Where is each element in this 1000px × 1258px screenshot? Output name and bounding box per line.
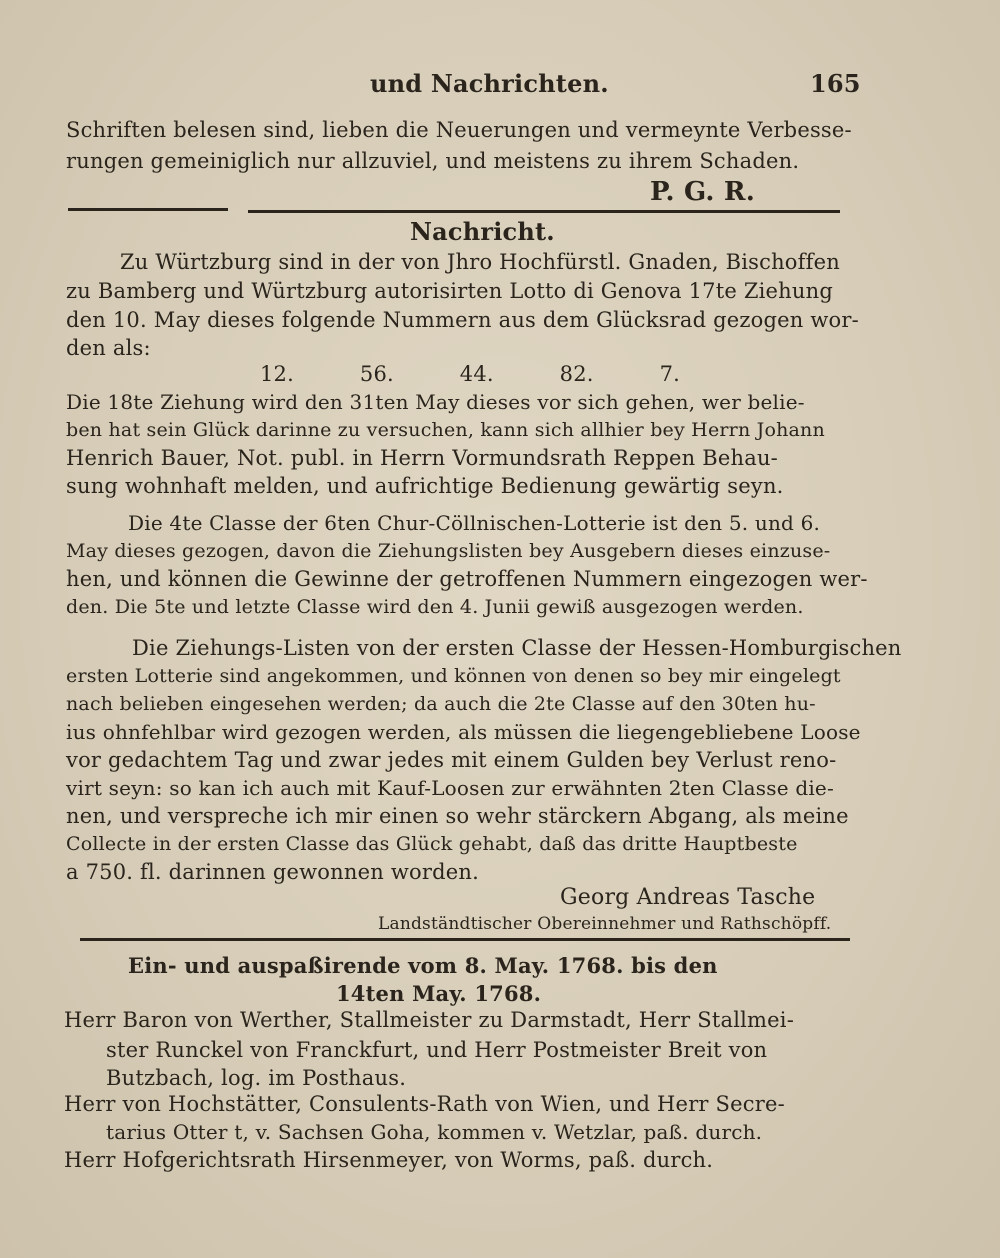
text-line: ster Runckel von Franckfurt, und Herr Postmeister Breit von xyxy=(106,1038,768,1062)
text-line: Zu Würtzburg sind in der von Jhro Hochfürstl. Gnaden, Bischoffen xyxy=(120,250,840,274)
section-heading: 14ten May. 1768. xyxy=(336,981,542,1006)
text-line: Die 18te Ziehung wird den 31ten May dieses vor sich gehen, wer belie- xyxy=(66,390,805,414)
text-line: ius ohnfehlbar wird gezogen werden, als müssen die liegengebliebene Loose xyxy=(66,720,861,744)
section-divider xyxy=(248,210,840,213)
lottery-number: 7. xyxy=(659,362,680,386)
text-line: a 750. fl. darinnen gewonnen worden. xyxy=(66,860,479,884)
text-line: Schriften belesen sind, lieben die Neuerungen und vermeynte Verbesse- xyxy=(66,118,852,142)
text-line: vor gedachtem Tag und zwar jedes mit einem Gulden bey Verlust reno- xyxy=(66,748,837,772)
text-line: Butzbach, log. im Posthaus. xyxy=(106,1066,407,1090)
section-heading: Ein- und auspaßirende vom 8. May. 1768. bis den xyxy=(128,953,718,978)
text-line: nach belieben eingesehen werden; da auch die 2te Classe auf den 30ten hu- xyxy=(66,693,816,715)
section-divider xyxy=(80,938,850,941)
lottery-number: 12. xyxy=(260,362,294,386)
text-line: virt seyn: so kan ich auch mit Kauf-Loosen zur erwähnten 2ten Classe die- xyxy=(66,776,834,800)
text-line: May dieses gezogen, davon die Ziehungslisten bey Ausgebern dieses einzuse- xyxy=(66,540,831,562)
text-line: tarius Otter t, v. Sachsen Goha, kommen v. Wetzlar, paß. durch. xyxy=(106,1120,763,1144)
text-line: Die Ziehungs-Listen von der ersten Classe der Hessen-Homburgischen xyxy=(132,636,902,660)
advertiser-name: Georg Andreas Tasche xyxy=(560,885,816,910)
lottery-number: 56. xyxy=(359,362,394,386)
text-line: den. Die 5te und letzte Classe wird den 4. Junii gewiß ausgezogen werden. xyxy=(66,596,804,618)
text-line: ben hat sein Glück darinne zu versuchen, kann sich allhier bey Herrn Johann xyxy=(66,419,825,441)
running-title: und Nachrichten. xyxy=(370,69,609,98)
section-heading: Nachricht. xyxy=(410,217,555,246)
text-line: den als: xyxy=(66,336,151,360)
text-line: zu Bamberg und Würtzburg autorisirten Lotto di Genova 17te Ziehung xyxy=(66,279,833,303)
text-line: Die 4te Classe der 6ten Chur-Cöllnischen-Lotterie ist den 5. und 6. xyxy=(128,511,821,535)
page-number: 165 xyxy=(810,69,861,98)
text-line: sung wohnhaft melden, und aufrichtige Bedienung gewärtig seyn. xyxy=(66,474,784,498)
text-line: ersten Lotterie sind angekommen, und können von denen so bey mir eingelegt xyxy=(66,665,841,687)
text-line: Herr Baron von Werther, Stallmeister zu Darmstadt, Herr Stallmei- xyxy=(64,1008,795,1032)
text-line: Herr Hofgerichtsrath Hirsenmeyer, von Worms, paß. durch. xyxy=(64,1148,714,1172)
text-line: Collecte in der ersten Classe das Glück gehabt, daß das dritte Hauptbeste xyxy=(66,833,798,855)
section-divider xyxy=(68,208,228,211)
advertiser-title: Landständtischer Obereinnehmer und Rathschöpff. xyxy=(378,914,832,934)
text-line: Herr von Hochstätter, Consulents-Rath von Wien, und Herr Secre- xyxy=(64,1092,785,1116)
text-line: rungen gemeiniglich nur allzuviel, und meistens zu ihrem Schaden. xyxy=(66,149,800,173)
text-line: nen, und verspreche ich mir einen so wehr stärckern Abgang, als meine xyxy=(66,804,849,828)
lottery-number: 44. xyxy=(459,362,494,386)
text-line: Henrich Bauer, Not. publ. in Herrn Vormundsrath Reppen Behau- xyxy=(66,446,778,470)
lottery-number: 82. xyxy=(559,362,594,386)
author-signature: P. G. R. xyxy=(650,177,755,207)
text-line: hen, und können die Gewinne der getroffenen Nummern eingezogen wer- xyxy=(66,567,868,591)
text-line: den 10. May dieses folgende Nummern aus dem Glücksrad gezogen wor- xyxy=(66,308,859,332)
lottery-numbers xyxy=(260,360,680,388)
